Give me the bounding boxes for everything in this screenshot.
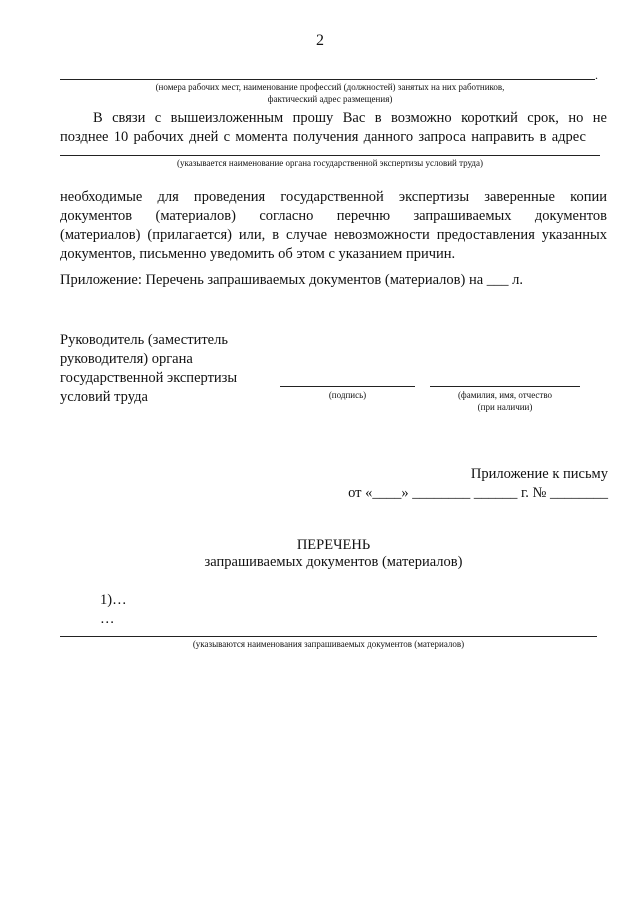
signature-line [280, 386, 415, 387]
caption-workplaces-1: (номера рабочих мест, наименование профессий (должностей) занятых на них работников, [155, 82, 505, 92]
appendix-title: Приложение к письму [470, 466, 608, 482]
line-end-dot: . [595, 68, 598, 82]
caption-authority: (указывается наименование органа государственной экспертизы условий труда) [177, 158, 483, 168]
caption-name-1: (фамилия, имя, отчество [457, 390, 553, 400]
list-subtitle: запрашиваемых документов (материалов) [204, 554, 463, 570]
signer-line-4: условий труда [60, 389, 148, 405]
body-line-3: (материалов) (прилагается) или, в случае невозможности предоставления указанных [60, 227, 607, 243]
caption-docs: (указываются наименования запрашиваемых документов (материалов) [192, 639, 465, 649]
name-line [430, 386, 580, 387]
signer-line-2: руководителя) органа [60, 351, 193, 367]
signer-line-3: государственной экспертизы [60, 370, 238, 386]
attachment-note: Приложение: Перечень запрашиваемых документов (материалов) на ___ л. [60, 272, 524, 288]
list-item-2: … [100, 611, 115, 627]
fill-line-docs [60, 636, 597, 637]
appendix-date: от «____» ________ ______ г. № ________ [348, 485, 608, 501]
list-title: ПЕРЕЧЕНЬ [296, 537, 371, 553]
body-line-4: документов, письменно уведомить об этом с указанием причин. [60, 246, 456, 262]
caption-workplaces-2: фактический адрес размещения) [267, 94, 393, 104]
body-line-2: документов (материалов) согласно перечню запрашиваемых документов [60, 208, 607, 224]
caption-signature: (подпись) [328, 390, 367, 400]
page-number: 2 [316, 32, 324, 49]
list-item-1: 1)… [100, 592, 127, 608]
fill-line-workplaces [60, 79, 595, 80]
request-line-2: позднее 10 рабочих дней с момента получения данного запроса направить в адрес [60, 129, 586, 145]
request-line-1: В связи с вышеизложенным прошу Вас в возможно короткий срок, но не [93, 110, 607, 126]
body-line-1: необходимые для проведения государственной экспертизы заверенные копии [60, 189, 607, 205]
signer-line-1: Руководитель (заместитель [60, 332, 228, 348]
fill-line-authority [60, 155, 600, 156]
caption-name-2: (при наличии) [477, 402, 533, 412]
